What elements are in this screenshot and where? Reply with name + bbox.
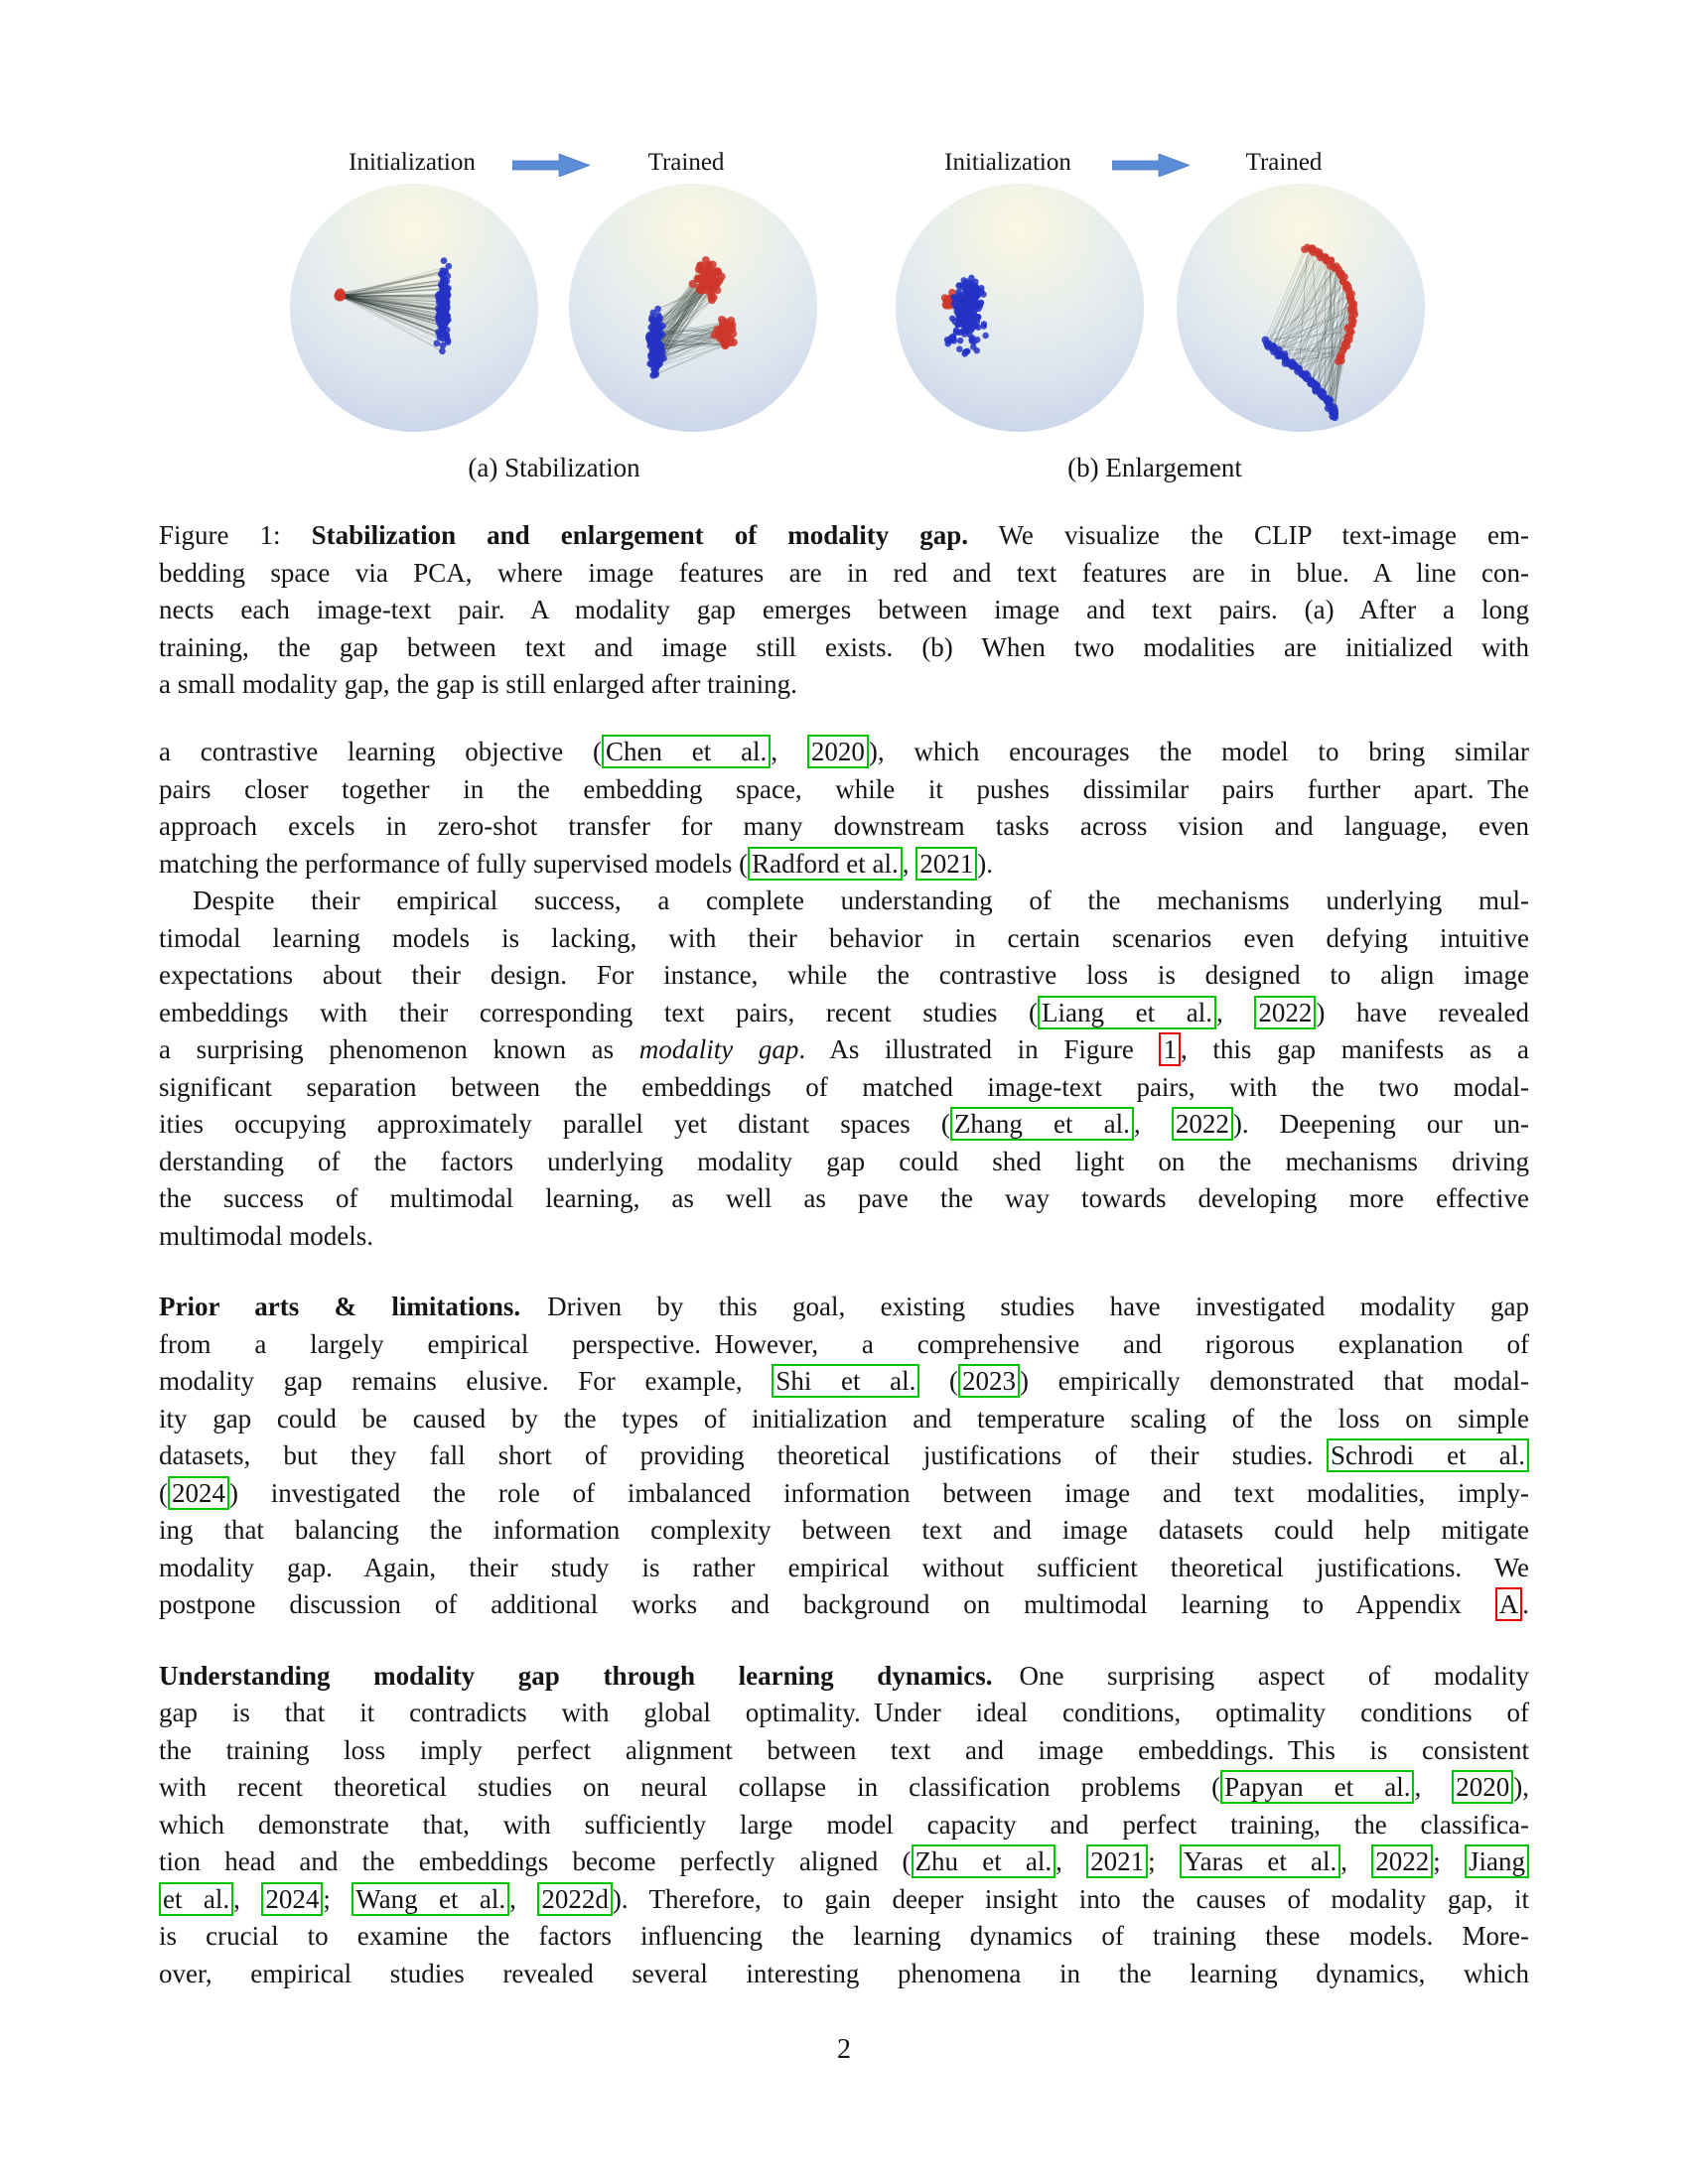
text-run: ( [919, 1366, 959, 1396]
text-line [159, 1106, 1529, 1144]
text-run: timodal learning models is lacking, with their behavior in certain scenarios even defying intuitive [159, 922, 1529, 953]
text-line [159, 1658, 1529, 1696]
text-run: matching the performance of fully supervised models ( [159, 848, 749, 879]
text-run: Stabilization and enlargement of modality gap. [311, 520, 969, 550]
text-run: ) investigated the role of imbalanced information between image and text modalities, imply- [229, 1477, 1529, 1508]
text-run: , [1216, 997, 1255, 1027]
text-line [159, 1218, 1529, 1256]
text-run: bedding space via PCA, where image features are in red and text features are in blue. A line con- [159, 557, 1529, 588]
text-run: over, empirical studies revealed several interesting phenomena in the learning dynamics, which [159, 1958, 1529, 1988]
text-run: , [771, 737, 807, 766]
citation-link[interactable]: 2022 [1254, 996, 1316, 1029]
text-line [159, 517, 1529, 555]
text-line [159, 1732, 1529, 1770]
paragraph [159, 1289, 1529, 1624]
arrow-right-icon [512, 154, 590, 177]
citation-link[interactable]: et al. [159, 1882, 233, 1916]
embedding-sphere-b-trained [1177, 184, 1425, 432]
text-run: ( [159, 1477, 168, 1508]
text-run: , [233, 1883, 262, 1914]
text-run: a surprising phenomenon known as [159, 1034, 639, 1064]
text-line [159, 1401, 1529, 1438]
text-run: modality gap remains elusive. For example, [159, 1366, 773, 1396]
citation-link[interactable]: Shi et al. [772, 1364, 919, 1398]
citation-link[interactable]: Papyan et al. [1220, 1770, 1414, 1804]
label-trained-b: Trained [1245, 149, 1323, 176]
text-run: ; [1148, 1846, 1180, 1876]
label-initialization-b: Initialization [944, 149, 1071, 176]
text-run: . [1522, 1589, 1529, 1619]
citation-link[interactable]: Schrodi et al. [1327, 1438, 1529, 1472]
text-run: expectations about their design. For instance, while the contrastive loss is designed to align image [159, 960, 1529, 990]
text-line [159, 1956, 1529, 1993]
text-run: a contrastive learning objective ( [159, 737, 603, 766]
citation-link[interactable]: Jiang [1465, 1844, 1529, 1878]
text-run: the success of multimodal learning, as well as pave the way towards developing more effective [159, 1183, 1529, 1213]
text-line [159, 1180, 1529, 1218]
text-run: with recent theoretical studies on neural collapse in classification problems ( [159, 1772, 1221, 1802]
cross-ref-link[interactable]: A [1495, 1587, 1523, 1621]
text-run: modality gap [638, 1034, 799, 1064]
text-line [159, 1769, 1529, 1807]
text-line [159, 957, 1529, 995]
citation-link[interactable]: Yaras et al. [1180, 1844, 1340, 1878]
text-run: significant separation between the embeddings of matched image-text pairs, with the two modal- [159, 1071, 1529, 1102]
label-trained-a: Trained [647, 149, 725, 176]
figure-caption [159, 517, 1529, 704]
body-text [159, 734, 1529, 1992]
text-run: ) have revealed [1316, 997, 1530, 1027]
text-run: One surprising aspect of modality [992, 1660, 1529, 1691]
text-line [159, 883, 1529, 920]
paragraph [159, 734, 1529, 883]
text-run: Despite their empirical success, a complete understanding of the mechanisms underlying mul- [193, 886, 1529, 915]
citation-link[interactable]: 2020 [1452, 1770, 1513, 1804]
citation-link[interactable]: 2021 [915, 847, 977, 881]
text-run: pairs closer together in the embedding space, while it pushes dissimilar pairs further apart. The [159, 773, 1529, 804]
citation-link[interactable]: Chen et al. [602, 735, 771, 768]
citation-link[interactable]: 2024 [168, 1476, 229, 1510]
text-line [159, 1326, 1529, 1364]
text-run: , [1133, 1109, 1172, 1139]
text-line [159, 920, 1529, 958]
text-run: Figure 1: [159, 520, 312, 550]
text-run: datasets, but they fall short of providing theoretical justifications of their studies. [159, 1440, 1327, 1470]
text-line [159, 995, 1529, 1032]
text-line [159, 1918, 1529, 1956]
embedding-sphere-a-initialization [290, 184, 538, 432]
text-line [159, 1843, 1529, 1881]
citation-link[interactable]: 2022 [1172, 1107, 1233, 1141]
text-run: . As illustrated in Figure [798, 1034, 1160, 1064]
text-line [159, 1031, 1529, 1069]
citation-link[interactable]: 2022d [537, 1882, 613, 1916]
text-line [159, 734, 1529, 771]
text-run: modality gap. Again, their study is rather empirical without sufficient theoretical justifications. We [159, 1552, 1529, 1582]
text-line [159, 555, 1529, 593]
text-line [159, 1550, 1529, 1587]
citation-link[interactable]: 2022 [1371, 1844, 1433, 1878]
citation-link[interactable]: Zhang et al. [950, 1107, 1134, 1141]
citation-link[interactable]: Liang et al. [1038, 996, 1216, 1029]
text-run: , [1055, 1846, 1087, 1876]
citation-link[interactable]: 2020 [807, 735, 869, 768]
label-initialization-a: Initialization [349, 149, 476, 176]
text-line [159, 771, 1529, 809]
text-run: , [1414, 1772, 1453, 1802]
text-run: nects each image-text pair. A modality gap emerges between image and text pairs. (a) After a long [159, 595, 1529, 624]
text-line [159, 1289, 1529, 1326]
text-run: ; [323, 1883, 352, 1914]
embedding-sphere-b-initialization [896, 184, 1144, 432]
text-run: , this gap manifests as a [1180, 1034, 1529, 1064]
text-run: ). Deepening our un- [1232, 1109, 1529, 1139]
text-run: ). Therefore, to gain deeper insight into the causes of modality gap, it [612, 1883, 1530, 1914]
text-run: is crucial to examine the factors influencing the learning dynamics of training these models. More- [159, 1921, 1529, 1951]
arrow-right-icon [1112, 154, 1190, 177]
text-run: gap is that it contradicts with global optimality. Under ideal conditions, optimality conditions of [159, 1698, 1529, 1727]
text-run: Driven by this goal, existing studies have investigated modality gap [520, 1292, 1530, 1321]
text-run: tion head and the embeddings become perfectly aligned ( [159, 1846, 912, 1876]
text-line [159, 1695, 1529, 1732]
text-line [159, 1807, 1529, 1844]
text-run: multimodal models. [159, 1220, 373, 1251]
cross-ref-link[interactable]: 1 [1159, 1032, 1181, 1066]
citation-link[interactable]: Radford et al. [748, 847, 903, 881]
text-run: ), [1513, 1772, 1529, 1802]
text-run: ; [1433, 1846, 1465, 1876]
text-line [159, 666, 1529, 704]
text-run: , [1340, 1846, 1372, 1876]
text-run: ity gap could be caused by the types of initialization and temperature scaling of the loss on simple [159, 1403, 1529, 1433]
text-run: ) empirically demonstrated that modal- [1020, 1366, 1529, 1396]
text-run: training, the gap between text and image still exists. (b) When two modalities are initialized with [159, 631, 1529, 662]
text-line [159, 1512, 1529, 1550]
text-line [159, 592, 1529, 629]
text-line [159, 1881, 1529, 1919]
embedding-sphere-a-trained [569, 184, 817, 432]
citation-link[interactable]: Zhu et al. [912, 1844, 1056, 1878]
text-run: , [509, 1883, 538, 1914]
text-run: ities occupying approximately parallel yet distant spaces ( [159, 1109, 950, 1139]
text-run: ). [977, 848, 994, 879]
text-run: which demonstrate that, with sufficiently large model capacity and perfect training, the classifica- [159, 1809, 1529, 1840]
citation-link[interactable]: 2021 [1086, 1844, 1148, 1878]
subcaption-b: (b) Enlargement [1067, 453, 1242, 482]
citation-link[interactable]: Wang et al. [352, 1882, 509, 1916]
text-run: ing that balancing the information complexity between text and image datasets could help mitigate [159, 1515, 1529, 1545]
paragraph [159, 1658, 1529, 1993]
text-run: embeddings with their corresponding text pairs, recent studies ( [159, 997, 1039, 1027]
text-line [159, 1586, 1529, 1624]
text-run: , [902, 848, 916, 879]
text-run: from a largely empirical perspective. However, a comprehensive and rigorous explanation of [159, 1328, 1529, 1359]
citation-link[interactable]: 2024 [261, 1882, 323, 1916]
subcaption-a: (a) Stabilization [468, 453, 640, 482]
text-run: Understanding modality gap through learning dynamics. [159, 1660, 993, 1691]
text-run: derstanding of the factors underlying modality gap could shed light on the mechanisms driving [159, 1146, 1529, 1176]
text-line [159, 846, 1529, 884]
paragraph [159, 883, 1529, 1255]
text-line [159, 629, 1529, 667]
text-run: a small modality gap, the gap is still enlarged after training. [159, 669, 797, 699]
text-run: Prior arts & limitations. [159, 1292, 521, 1321]
text-run: postpone discussion of additional works and background on multimodal learning to Appendix [159, 1589, 1495, 1619]
text-run: approach excels in zero-shot transfer for many downstream tasks across vision and language, even [159, 811, 1529, 841]
citation-link[interactable]: 2023 [958, 1364, 1020, 1398]
text-run: We visualize the CLIP text-image em- [968, 520, 1529, 550]
text-line [159, 1069, 1529, 1107]
text-line [159, 808, 1529, 846]
text-line [159, 1144, 1529, 1181]
page-number: 2 [837, 2034, 851, 2065]
text-run: ), which encourages the model to bring similar [868, 737, 1529, 766]
text-run: the training loss imply perfect alignment between text and image embeddings. This is consistent [159, 1734, 1529, 1765]
text-line [159, 1475, 1529, 1513]
text-line [159, 1437, 1529, 1475]
text-line [159, 1363, 1529, 1401]
